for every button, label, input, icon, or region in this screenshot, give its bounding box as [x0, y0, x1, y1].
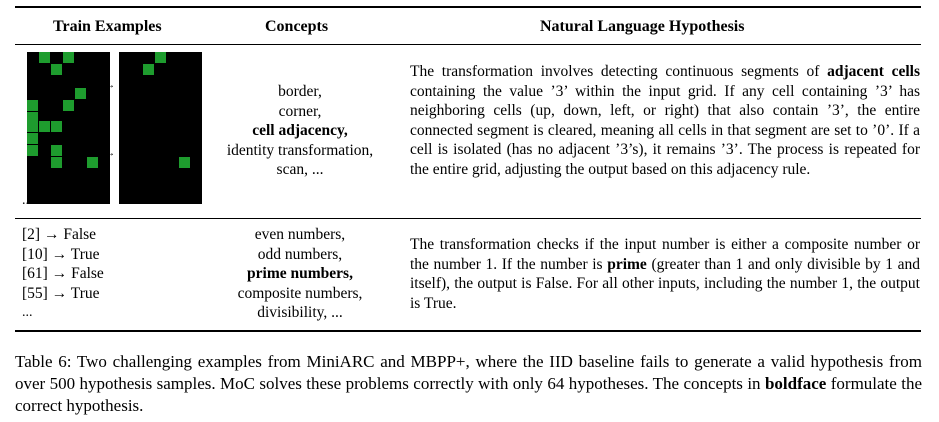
grid-cell-empty	[155, 157, 166, 168]
grid-cell-empty	[119, 133, 130, 144]
grid-cell-empty	[75, 121, 86, 132]
grid-cell-empty	[51, 133, 62, 144]
bottom-rule	[15, 330, 921, 332]
grid-cell-filled	[75, 88, 86, 99]
row1-hypothesis	[410, 62, 920, 179]
table-caption	[15, 351, 922, 417]
grid-cell-empty	[131, 100, 142, 111]
grid-cell-empty	[167, 133, 178, 144]
grid-cell-empty	[143, 169, 154, 180]
grid-cell-empty	[39, 88, 50, 99]
grid-cell-filled	[63, 100, 74, 111]
grid-cell-empty	[143, 100, 154, 111]
grid-cell-empty	[51, 88, 62, 99]
grid-cell-empty	[87, 64, 98, 75]
grid-cell-filled	[51, 64, 62, 75]
grid-cell-filled	[27, 100, 38, 111]
grid-cell-empty	[27, 88, 38, 99]
grid-cell-empty	[119, 76, 130, 87]
grid-cell-filled	[51, 121, 62, 132]
grid-cell-empty	[179, 145, 190, 156]
row1-concept: identity transformation,	[226, 141, 374, 159]
row2-ellipsis: ...	[22, 305, 33, 320]
row2-example: [2] → False	[22, 226, 97, 243]
grid-cell-empty	[99, 64, 110, 75]
row1-concepts	[195, 82, 405, 180]
grid-cell-empty	[131, 88, 142, 99]
grid-cell-empty	[99, 193, 110, 204]
row1-hyp-bold: adjacent cells	[827, 63, 920, 80]
grid-cell-empty	[99, 169, 110, 180]
row1-hyp-text: containing the value ’3’ within the input grid. If any cell containing ’3’ has neighboring cells (up, down, left, or right) that also contain ’3’, the entire connected segment is cleared, meaning all cells in that segment are set to ’0’. If a cell is isolated (has no adjacent ’3’s), it remains ’3’. The process is repeated for the entire grid, adjusting the output based on this adjacency rule.	[410, 82, 920, 178]
header-rule	[15, 44, 921, 45]
grid-cell-empty	[87, 145, 98, 156]
grid-cell-filled	[143, 64, 154, 75]
grid-cell-empty	[131, 121, 142, 132]
grid-cell-empty	[155, 88, 166, 99]
row1-hyp-text: The transformation involves detecting continuous segments of	[410, 63, 828, 80]
grid-cell-empty	[191, 52, 202, 63]
grid-cell-empty	[143, 88, 154, 99]
grid-cell-empty	[191, 181, 202, 192]
grid-cell-empty	[39, 64, 50, 75]
grid-cell-empty	[27, 76, 38, 87]
grid-cell-filled	[63, 52, 74, 63]
grid-cell-empty	[155, 121, 166, 132]
grid-cell-empty	[155, 76, 166, 87]
grid-cell-empty	[63, 88, 74, 99]
grid-cell-empty	[143, 76, 154, 87]
row2-hyp-text: The transformation checks if the input number is either a composite number or the number 1. If the number is	[410, 236, 920, 273]
grid-cell-empty	[75, 64, 86, 75]
grid-cell-empty	[119, 64, 130, 75]
grid-cell-empty	[27, 64, 38, 75]
grid-cell-empty	[27, 157, 38, 168]
grid-cell-empty	[51, 52, 62, 63]
grid-cell-filled	[51, 145, 62, 156]
example2-arrow: →	[105, 148, 115, 159]
grid-cell-empty	[167, 121, 178, 132]
grid-cell-empty	[155, 100, 166, 111]
grid-cell-empty	[63, 145, 74, 156]
grid-cell-empty	[39, 193, 50, 204]
row2-hyp-text: (greater than 1 and only divisible by 1 and itself), the output is False. For all other inputs, including the number 1, the output is True.	[410, 255, 920, 312]
grid-cell-empty	[179, 121, 190, 132]
grid-cell-empty	[155, 193, 166, 204]
row2-concept: divisibility, ...	[257, 304, 343, 321]
grid-cell-empty	[131, 181, 142, 192]
row1-concept-bold: cell adjacency,	[252, 122, 348, 139]
grid-cell-filled	[51, 157, 62, 168]
grid-cell-empty	[99, 181, 110, 192]
mid-rule	[15, 218, 921, 219]
grid-cell-empty	[75, 100, 86, 111]
grid-cell-empty	[63, 121, 74, 132]
grid-cell-empty	[119, 193, 130, 204]
grid-cell-empty	[119, 100, 130, 111]
grid-cell-empty	[27, 169, 38, 180]
top-rule	[15, 6, 921, 8]
row2-example: [10] → True	[22, 245, 100, 263]
grid-cell-empty	[179, 193, 190, 204]
grid-cell-empty	[179, 88, 190, 99]
grid-cell-empty	[51, 76, 62, 87]
grid-cell-empty	[167, 157, 178, 168]
grid-cell-empty	[167, 169, 178, 180]
grid-cell-empty	[63, 181, 74, 192]
grid-cell-filled	[27, 133, 38, 144]
grid-cell-empty	[87, 193, 98, 204]
grid-cell-empty	[39, 76, 50, 87]
row2-example: [55] → True	[22, 284, 100, 302]
grid-cell-empty	[143, 133, 154, 144]
grid-cell-empty	[131, 169, 142, 180]
grid-cell-empty	[179, 52, 190, 63]
grid-cell-empty	[179, 169, 190, 180]
grid-cell-empty	[75, 52, 86, 63]
grid-cell-empty	[99, 133, 110, 144]
row1-concept: corner,	[278, 102, 322, 120]
grid-cell-empty	[87, 181, 98, 192]
grid-cell-filled	[155, 52, 166, 63]
grid-cell-empty	[119, 52, 130, 63]
grid-cell-empty	[119, 181, 130, 192]
grid-cell-empty	[63, 76, 74, 87]
grid-cell-empty	[143, 157, 154, 168]
grid-cell-empty	[131, 193, 142, 204]
row2-example: [61] → False	[22, 265, 104, 282]
example1-arrow: →	[105, 80, 115, 91]
example2-output-grid	[119, 121, 202, 204]
grid-cell-filled	[39, 121, 50, 132]
grid-cell-empty	[131, 64, 142, 75]
grid-cell-empty	[39, 145, 50, 156]
grid-cell-empty	[99, 121, 110, 132]
grid-cell-empty	[143, 181, 154, 192]
grid-cell-empty	[87, 169, 98, 180]
grid-cell-empty	[119, 169, 130, 180]
row2-concept: odd numbers,	[257, 245, 343, 263]
grid-cell-empty	[119, 157, 130, 168]
grid-cell-empty	[63, 193, 74, 204]
row2-hyp-bold: prime	[607, 255, 647, 273]
grid-cell-empty	[39, 169, 50, 180]
grid-cell-empty	[39, 100, 50, 111]
row1-concept: scan, ...	[276, 161, 324, 178]
grid-cell-empty	[119, 121, 130, 132]
caption-text: Table 6: Two challenging examples from MiniARC and MBPP+, where the IID baseline fails to generate a valid hypothesis from over 500 hypothesis samples. MoC solves these problems correctly with only 64 hypotheses. The concepts in	[15, 352, 922, 393]
grid-cell-empty	[75, 145, 86, 156]
grid-cell-filled	[179, 157, 190, 168]
grid-cell-empty	[155, 181, 166, 192]
grid-cell-empty	[75, 181, 86, 192]
grid-cell-empty	[63, 157, 74, 168]
grid-cell-empty	[131, 52, 142, 63]
row2-concept-bold: prime numbers,	[247, 265, 353, 282]
grid-cell-empty	[87, 100, 98, 111]
header-concepts: Concepts	[265, 18, 329, 35]
grid-cell-empty	[155, 145, 166, 156]
grid-cell-empty	[131, 157, 142, 168]
grid-cell-empty	[75, 169, 86, 180]
grid-cell-empty	[27, 52, 38, 63]
row2-hypothesis	[410, 235, 920, 313]
grid-cell-empty	[39, 157, 50, 168]
grid-cell-empty	[87, 88, 98, 99]
example2-input-grid	[27, 121, 110, 204]
grid-cell-empty	[167, 88, 178, 99]
grid-cell-empty	[51, 193, 62, 204]
grid-cell-filled	[27, 145, 38, 156]
grid-cell-empty	[87, 121, 98, 132]
grid-cell-empty	[39, 181, 50, 192]
row2-examples	[22, 225, 104, 303]
grid-cell-empty	[63, 133, 74, 144]
grid-cell-empty	[155, 133, 166, 144]
grid-cell-empty	[131, 145, 142, 156]
grid-cell-empty	[155, 169, 166, 180]
grid-cell-empty	[167, 181, 178, 192]
grid-cell-empty	[131, 76, 142, 87]
caption-text: formulate the correct hypothesis.	[15, 374, 922, 415]
grid-cell-empty	[51, 181, 62, 192]
grid-cell-empty	[179, 181, 190, 192]
row1-ellipsis: ...	[22, 193, 33, 208]
grid-cell-empty	[191, 64, 202, 75]
grid-cell-empty	[27, 181, 38, 192]
grid-cell-empty	[143, 52, 154, 63]
grid-cell-empty	[99, 52, 110, 63]
header-train-examples: Train Examples	[53, 18, 162, 35]
grid-cell-empty	[143, 193, 154, 204]
grid-cell-empty	[167, 100, 178, 111]
grid-cell-empty	[99, 100, 110, 111]
grid-cell-empty	[87, 76, 98, 87]
grid-cell-empty	[75, 133, 86, 144]
grid-cell-filled	[27, 121, 38, 132]
grid-cell-empty	[143, 145, 154, 156]
grid-cell-empty	[63, 169, 74, 180]
grid-cell-empty	[87, 52, 98, 63]
grid-cell-empty	[87, 133, 98, 144]
grid-cell-filled	[39, 52, 50, 63]
caption-bold: boldface	[764, 374, 827, 393]
grid-cell-empty	[75, 76, 86, 87]
grid-cell-empty	[191, 193, 202, 204]
row2-concept: composite numbers,	[237, 284, 363, 302]
grid-cell-empty	[167, 145, 178, 156]
grid-cell-empty	[51, 169, 62, 180]
grid-cell-empty	[179, 76, 190, 87]
grid-cell-empty	[39, 133, 50, 144]
grid-cell-empty	[179, 64, 190, 75]
grid-cell-empty	[75, 157, 86, 168]
grid-cell-empty	[167, 76, 178, 87]
grid-cell-empty	[167, 193, 178, 204]
grid-cell-empty	[179, 133, 190, 144]
grid-cell-empty	[119, 88, 130, 99]
row2-concept: even numbers,	[254, 226, 346, 243]
grid-cell-empty	[179, 100, 190, 111]
row2-concepts	[195, 225, 405, 323]
grid-cell-empty	[63, 64, 74, 75]
grid-cell-filled	[87, 157, 98, 168]
grid-cell-empty	[51, 100, 62, 111]
grid-cell-empty	[143, 121, 154, 132]
grid-cell-empty	[167, 64, 178, 75]
grid-cell-empty	[167, 52, 178, 63]
header-hypothesis: Natural Language Hypothesis	[540, 18, 745, 35]
grid-cell-empty	[155, 64, 166, 75]
grid-cell-empty	[131, 133, 142, 144]
row1-concept: border,	[278, 83, 322, 100]
grid-cell-empty	[75, 193, 86, 204]
grid-cell-empty	[119, 145, 130, 156]
